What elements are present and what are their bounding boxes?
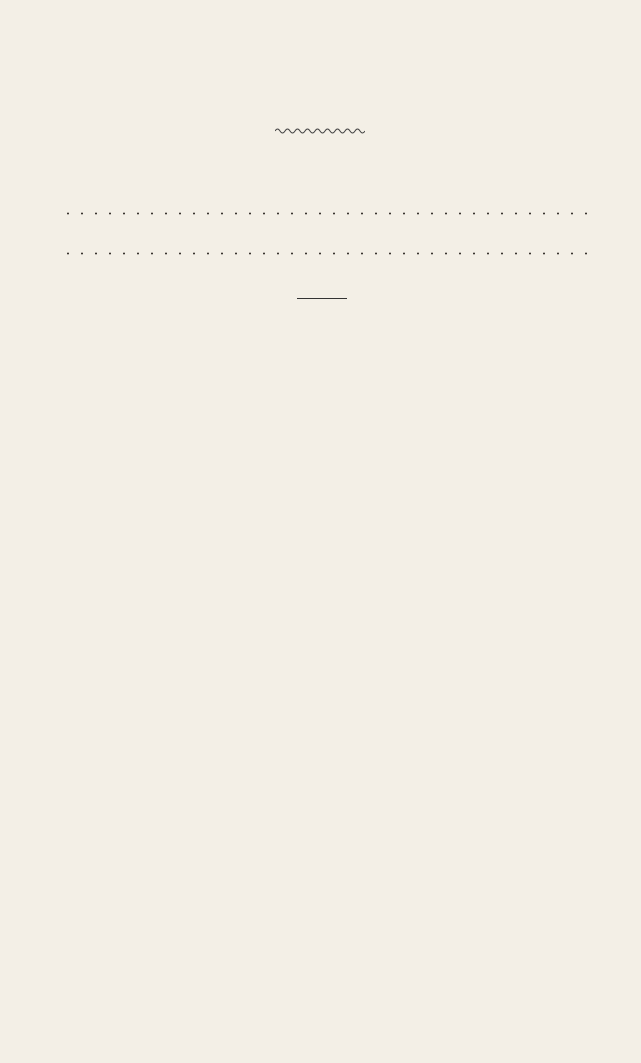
entry-title bbox=[52, 202, 55, 218]
letter-2-entry bbox=[52, 241, 617, 259]
letter-1-entry bbox=[52, 201, 617, 219]
entry-title bbox=[52, 242, 55, 258]
section-divider bbox=[297, 298, 347, 299]
ornament-wavy-rule bbox=[275, 127, 365, 135]
